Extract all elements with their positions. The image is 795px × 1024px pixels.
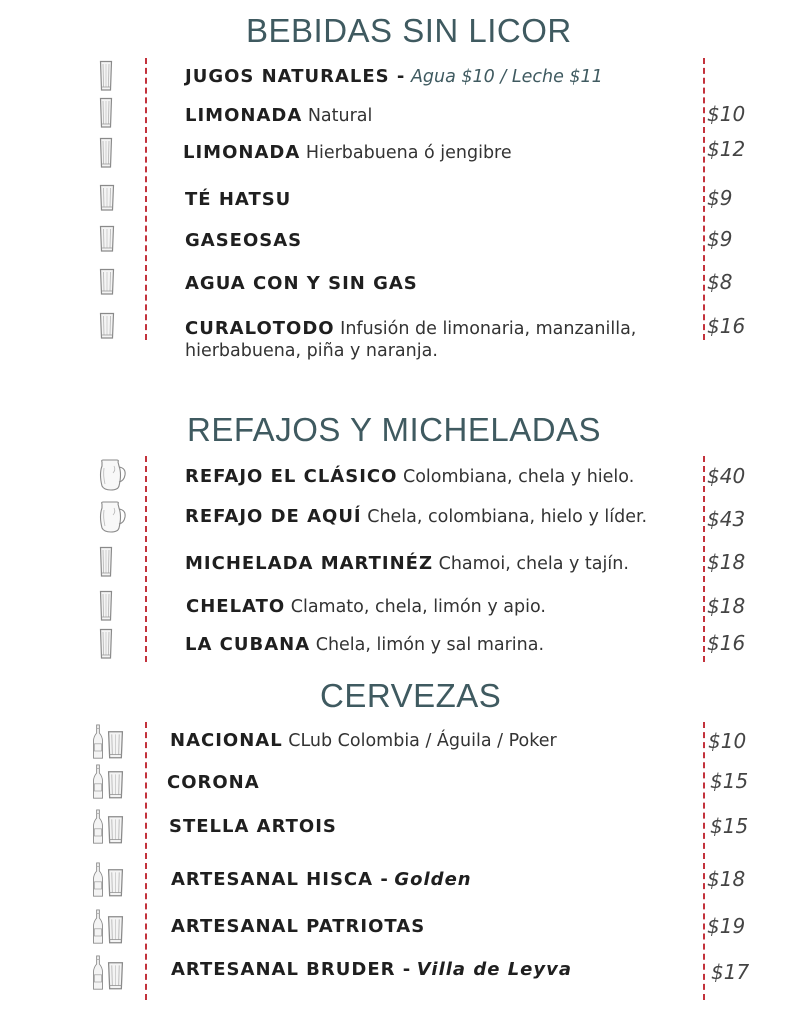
item-name: ARTESANAL HISCA - [171, 869, 389, 890]
item-name: MICHELADA MARTINÉZ [185, 553, 434, 574]
item-price: $8 [707, 270, 733, 294]
short-glass-icon [99, 184, 115, 212]
left-divider [145, 722, 147, 1000]
item-name: STELLA ARTOIS [169, 816, 337, 837]
item-price: $19 [707, 914, 746, 938]
item-price: $15 [710, 814, 749, 838]
item-price: $18 [707, 867, 746, 891]
beer-bottle-and-glass-icon [92, 764, 124, 800]
item-price: $43 [707, 507, 746, 531]
item-prices: Agua $10 / Leche $11 [410, 67, 603, 87]
tall-glass-icon [99, 546, 113, 578]
item-description: Chamoi, chela y tajín. [438, 554, 629, 574]
item-name: LA CUBANA [185, 634, 311, 655]
short-glass-icon [99, 225, 115, 253]
item-name: JUGOS NATURALES - [185, 66, 406, 87]
item-variant: Villa de Leyva [416, 959, 572, 980]
section-title-refajos: REFAJOS Y MICHELADAS [187, 411, 602, 448]
beer-bottle-and-glass-icon [92, 724, 124, 760]
beer-bottle-and-glass-icon [92, 809, 124, 845]
item-price: $17 [711, 960, 750, 984]
short-glass-icon [99, 312, 115, 340]
right-divider [703, 722, 705, 1000]
section-title-bebidas: BEBIDAS SIN LICOR [246, 12, 572, 49]
item-description: Infusión de limonaria, manzanilla, hierbabuena, piña y naranja. [185, 319, 637, 361]
left-divider [145, 58, 147, 340]
right-divider [703, 58, 705, 340]
item-description: Colombiana, chela y hielo. [402, 467, 635, 487]
item-name: CHELATO [186, 596, 286, 617]
item-price: $9 [707, 227, 733, 251]
item-price: $15 [710, 769, 749, 793]
item-description: Hierbabuena ó jengibre [305, 143, 512, 163]
item-description: Chela, colombiana, hielo y líder. [367, 507, 648, 527]
item-name: REFAJO EL CLÁSICO [185, 466, 398, 487]
item-name: LIMONADA [183, 142, 301, 163]
short-glass-icon [99, 268, 115, 296]
item-description: Chela, limón y sal marina. [315, 635, 545, 655]
item-name: NACIONAL [170, 730, 283, 751]
item-name: TÉ HATSU [185, 189, 292, 210]
item-price: $16 [707, 314, 746, 338]
left-divider [145, 456, 147, 662]
tall-glass-icon [99, 137, 113, 169]
section-title-cervezas: CERVEZAS [320, 677, 502, 714]
item-name: GASEOSAS [185, 230, 303, 251]
item-description: Natural [307, 106, 373, 126]
item-name: ARTESANAL PATRIOTAS [171, 916, 426, 937]
tall-glass-icon [99, 97, 113, 129]
right-divider [703, 456, 705, 662]
item-name: REFAJO DE AQUÍ [185, 506, 362, 527]
item-name: CURALOTODO [185, 318, 335, 339]
item-variant: Golden [394, 869, 472, 890]
beer-bottle-and-glass-icon [92, 955, 124, 991]
item-name: LIMONADA [185, 105, 303, 126]
item-price: $10 [708, 729, 747, 753]
item-price: $18 [707, 594, 746, 618]
item-price: $9 [707, 186, 733, 210]
jug-icon [97, 458, 127, 492]
item-price: $12 [707, 137, 746, 161]
beer-bottle-and-glass-icon [92, 862, 124, 898]
tall-glass-icon [99, 628, 113, 660]
item-name: AGUA CON Y SIN GAS [185, 273, 418, 294]
item-price: $18 [707, 550, 746, 574]
item-name: CORONA [167, 772, 260, 793]
beer-bottle-and-glass-icon [92, 909, 124, 945]
item-price: $40 [707, 464, 746, 488]
item-price: $16 [707, 631, 746, 655]
item-name: ARTESANAL BRUDER - [171, 959, 412, 980]
item-description: Clamato, chela, limón y apio. [290, 597, 546, 617]
jug-icon [97, 500, 127, 534]
tall-glass-icon [99, 590, 113, 622]
item-description: CLub Colombia / Águila / Poker [288, 731, 557, 751]
tall-glass-icon [99, 60, 113, 92]
item-price: $10 [707, 102, 746, 126]
